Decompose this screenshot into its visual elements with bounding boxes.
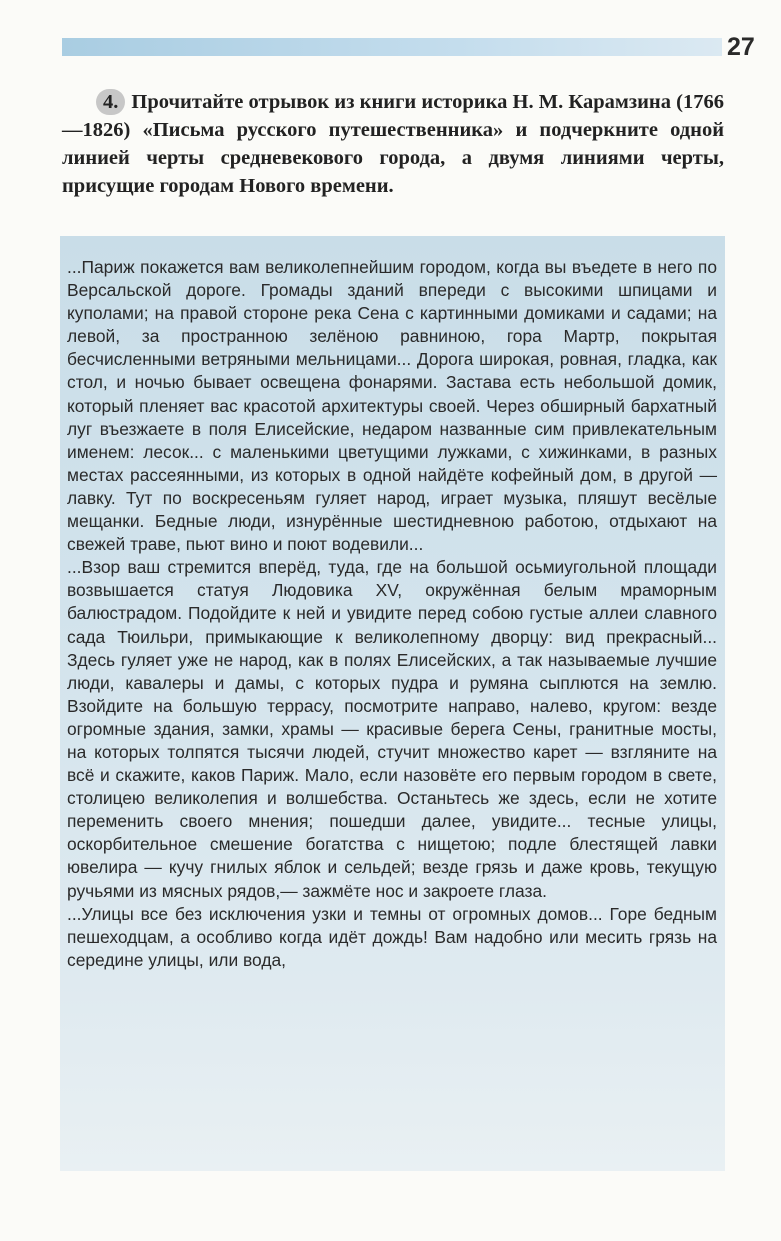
excerpt-paragraph-2: ...Взор ваш стремится вперёд, туда, где на большой осьмиугольной площади возвышается статуя Людовика XV, окружённая белым мраморным балюстрадом. Подойдите к ней и увидите перед собою густые аллеи славного сада Тюильри, примыкающие к великолепному дворцу: вид прекрасный... Здесь гуляет уже не народ, как в полях Елисейских, а так называемые лучшие люди, кавалеры и дамы, с которых пудра и румяна сыплются на землю. Взойдите на большую террасу, посмотрите направо, налево, кругом: везде огромные здания, замки, храмы — красивые берега Сены, гранитные мосты, на которых толпятся тысячи людей, стучит множество карет — взгляните на всё и скажите, каков Париж. Мало, если назовёте его первым городом в свете, столицею великолепия и волшебства. Останьтесь же здесь, если не хотите переменить своего мнения; пошедши далее, увидите... тесные улицы, оскорбительное смешение богатства с нищетою; подле блестящей лавки ювелира — кучу гнилых яблок и сельдей; везде грязь и даже кровь, текущую ручьями из мясных рядов,— зажмёте нос и закроете глаза. <box>67 557 717 901</box>
header-bar <box>62 38 722 56</box>
task-text: Прочитайте отрывок из книги историка Н. М. Карамзина (1766—1826) «Письма русского путешественника» и подчеркните одной линией черты средневекового города, а двумя линиями черты, присущие городам Нового времени. <box>62 91 724 197</box>
excerpt-paragraph-1: ...Париж покажется вам великолепнейшим городом, когда вы въедете в него по Версальской дороге. Громады зданий впереди с высокими шпицами и куполами; на правой стороне река Сена с картинными домиками и садами; на левой, за пространною зелёною равниною, гора Мартр, покрытая бесчисленными ветряными мельницами... Дорога широкая, ровная, гладка, как стол, и ночью бывает освещена фонарями. Застава есть небольшой домик, который пленяет вас красотой архитектуры своей. Через обширный бархатный луг въезжаете в поля Елисейские, недаром названные сим привлекательным именем: лесок... с маленькими цветущими лужками, с хижинками, в разных местах рассеянными, из которых в одной найдёте кофейный дом, в другой — лавку. Тут по воскресеньям гуляет народ, играет музыка, пляшут весёлые мещанки. Бедные люди, изнурённые шестидневною работою, отдыхают на свежей траве, пьют вино и поют водевили... <box>67 257 717 555</box>
page-number: 27 <box>727 33 755 61</box>
reading-excerpt <box>67 256 717 972</box>
excerpt-paragraph-3: ...Улицы все без исключения узки и темны от огромных домов... Горе бедным пешеходцам, а особливо когда идёт дождь! Вам надобно или месить грязь на середине улицы, или вода, <box>67 903 717 970</box>
task-prompt <box>62 88 724 200</box>
task-number: 4. <box>96 89 125 115</box>
